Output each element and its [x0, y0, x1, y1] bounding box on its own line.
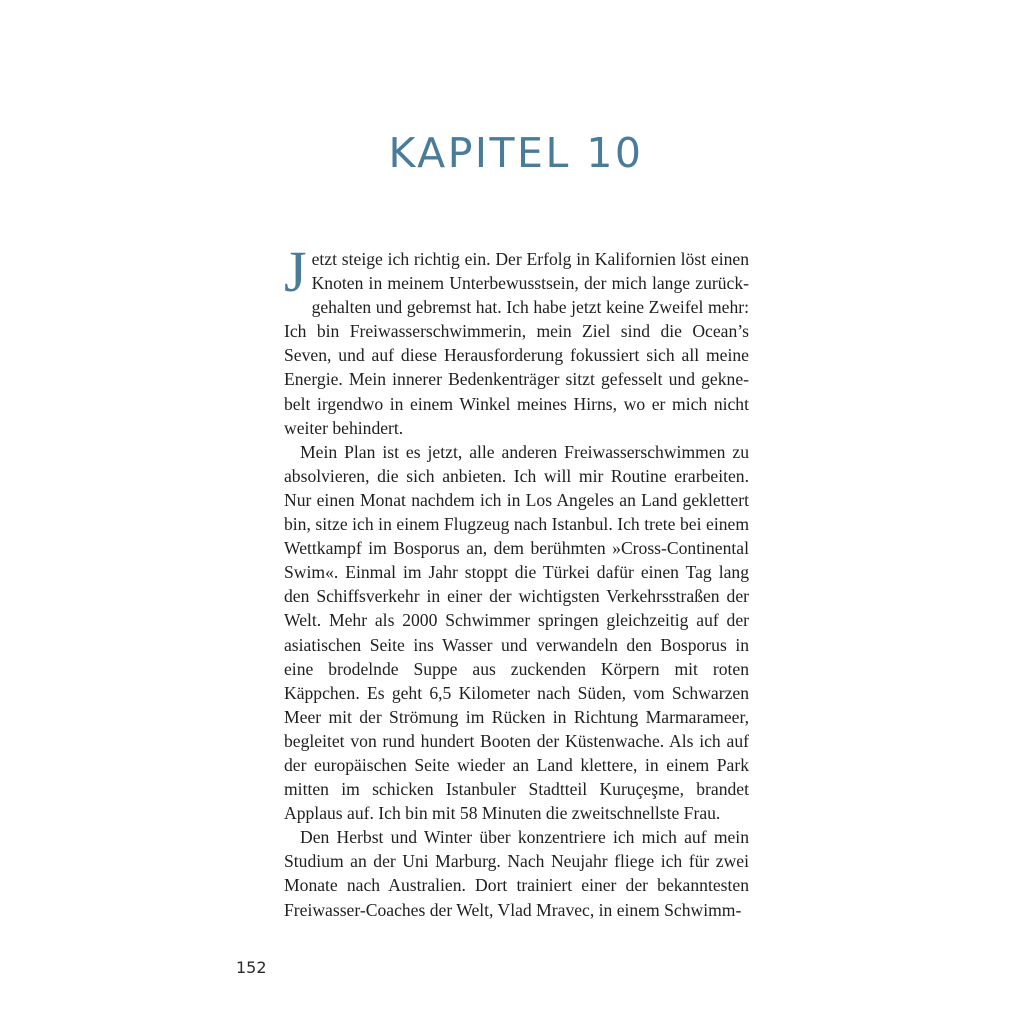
body-text — [284, 239, 749, 922]
drop-cap: J — [284, 239, 307, 304]
chapter-title: KAPITEL 10 — [388, 129, 644, 177]
paragraph-1-text: etzt steige ich richtig ein. Der Erfolg in Kalifornien löst einen Knoten in meinem Unterbewusstsein, der mich lange zurückgehalten und gebremst hat. Ich habe jetzt keine Zweifel mehr: Ich bin Freiwasserschwimmerin, mein Ziel sind die Ocean’s Seven, und auf diese Herausforderung fokussiert sich all meine Energie. Mein innerer Bedenkenträger sitzt gefesselt und geknebelt irgendwo in einem Winkel meines Hirns, wo er mich nicht weiter behindert. — [284, 249, 749, 438]
paragraph-1 — [284, 239, 749, 440]
page-number: 152 — [236, 958, 267, 977]
paragraph-2: Mein Plan ist es jetzt, alle anderen Freiwasserschwimmen zu absolvieren, die sich anbieten. Ich will mir Routine erarbeiten. Nur einen Monat nachdem ich in Los Angeles an Land geklettert bin, sitze ich in einem Flugzeug nach Istanbul. Ich trete bei einem Wettkampf im Bosporus an, dem berühmten »Cross-Continental Swim«. Einmal im Jahr stoppt die Türkei dafür einen Tag lang den Schiffsverkehr in einer der wichtigsten Verkehrsstraßen der Welt. Mehr als 2000 Schwimmer springen gleichzeitig auf der asiatischen Seite ins Wasser und verwandeln den Bosporus in eine brodelnde Suppe aus zuckenden Körpern mit roten Käppchen. Es geht 6,5 Kilometer nach Süden, vom Schwarzen Meer mit der Strömung im Rücken in Richtung Marmarameer, begleitet von rund hundert Booten der Küstenwache. Als ich auf der europäischen Seite wieder an Land klettere, in einem Park mitten im schicken Istanbuler Stadtteil Kuruçeşme, brandet Applaus auf. Ich bin mit 58 Minuten die zweitschnellste Frau. — [284, 441, 749, 824]
paragraph-3: Den Herbst und Winter über konzentriere ich mich auf mein Studium an der Uni Marburg. Nach Neujahr fliege ich für zwei Monate nach Australien. Dort trainiert einer der bekanntesten Freiwasser-Coaches der Welt, Vlad Mravec, in einem Schwimm- — [284, 827, 749, 920]
